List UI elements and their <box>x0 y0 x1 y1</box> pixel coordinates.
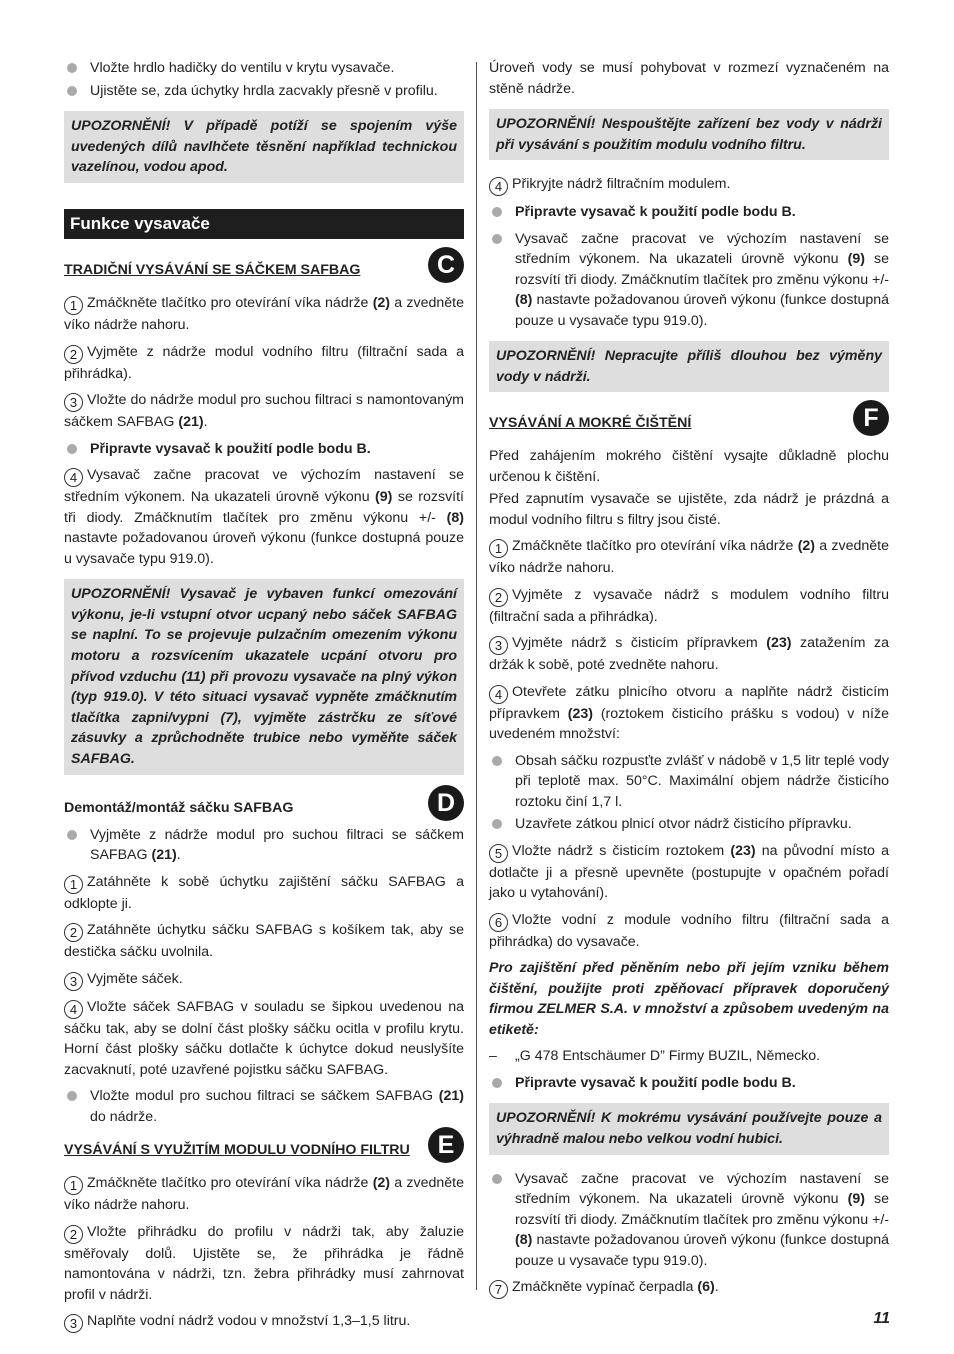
step-3: 3 Vyjměte sáček. <box>64 969 464 991</box>
paragraph: Před zapnutím vysavače se ujistěte, zda nádrž je prázdná a modul vodního filtru s filtry jsou čisté. <box>489 491 889 528</box>
step-2: 2 Zatáhněte úchytku sáčku SAFBAG s košíkem tak, aby se destička sáčku uvolnila. <box>64 922 464 961</box>
right-column <box>489 58 889 1305</box>
step-4: 4 Přikryjte nádrž filtračním modulem. <box>489 174 889 196</box>
step-1: 1 Zmáčkněte tlačítko pro otevírání víka nádrže (2) a zvedněte víko nádrže nahoru. <box>489 538 889 577</box>
subheading-c: TRADIČNÍ VYSÁVÁNÍ SE SÁČKEM SAFBAG C <box>64 259 464 281</box>
step-4: 4 Vložte sáček SAFBAG v souladu se šipkou uvedenou na sáčku tak, aby se dolní část plošky sáčku ocitla v profilu krytu. Horní část plošky sáčku dotlačte k úchytce dokud neuslyšíte zacvaknutí, poté uzavřené pojistku sáčku SAFBAG. <box>64 998 464 1078</box>
section-heading: Funkce vysavače <box>64 209 464 240</box>
step-3: 3 Vyjměte nádrž s čisticím přípravkem (23) zatažením za držák k sobě, poté zvedněte nahoru. <box>489 635 889 674</box>
subheading-f: VYSÁVÁNÍ A MOKRÉ ČIŠTĚNÍ F <box>489 412 889 434</box>
paragraph: Úroveň vody se musí pohybovat v rozmezí vyznačeném na stěně nádrže. <box>489 60 889 97</box>
list-item: Vysavač začne pracovat ve výchozím nastavení se středním výkonem. Na ukazateli úrovně výkonu (9) se rozsvítí tři diody. Zmáčknutím tlačítek pro změnu výkonu +/- (8) nastavte požadovanou úroveň výkonu (funkce dostupná pouze u vysavače typu 919.0). <box>489 1169 889 1272</box>
warning-box: UPOZORNĚNÍ! Nespouštějte zařízení bez vody v nádrži při vysávání s použitím modulu vodního filtru. <box>489 109 889 160</box>
list-item: Připravte vysavač k použití podle bodu B. <box>64 439 464 460</box>
step-6: 6 Vložte vodní z module vodního filtru (filtrační sada a přihrádka) do vysavače. <box>489 911 889 950</box>
step-1: 1 Zmáčkněte tlačítko pro otevírání víka nádrže (2) a zvedněte víko nádrže nahoru. <box>64 295 464 334</box>
paragraph: Před zahájením mokrého čištění vysajte důkladně plochu určenou k čištění. <box>489 448 889 485</box>
page-number: 11 <box>873 1310 890 1327</box>
list-item: – „G 478 Entschäumer D” Firmy BUZIL, Německo. <box>489 1046 889 1067</box>
step-1: 1 Zatáhněte k sobě úchytku zajištění sáčku SAFBAG a odklopte ji. <box>64 873 464 912</box>
list-item: Obsah sáčku rozpusťte zvlášť v nádobě v 1,5 litr teplé vody při teplotě max. 50°C. Maximální objem nádrže čisticího roztoku činí 1,7 l. <box>489 751 889 813</box>
step-4: 4 Vysavač začne pracovat ve výchozím nastavení se středním výkonem. Na ukazateli úrovně výkonu (9) se rozsvítí tři diody. Zmáčknutím tlačítek pro změnu výkonu +/- (8) nastavte požadovanou úroveň výkonu (funkce dostupná pouze u vysavače typu 919.0). <box>64 467 464 567</box>
warning-box: UPOZORNĚNÍ! Nepracujte příliš dlouhou bez výměny vody v nádrži. <box>489 341 889 392</box>
step-2: 2 Vyjměte z vysavače nádrž s modulem vodního filtru (filtrační sada a přihrádka). <box>489 586 889 625</box>
list-item: Uzavřete zátkou plnicí otvor nádrž čisticího přípravku. <box>489 814 889 835</box>
list-item: Ujistěte se, zda úchytky hrdla zacvakly přesně v profilu. <box>64 81 464 102</box>
step-3: 3 Vložte do nádrže modul pro suchou filtraci s namontovaným sáčkem SAFBAG (21). <box>64 392 464 431</box>
step-4: 4 Otevřete zátku plnicího otvoru a naplňte nádrž čisticím přípravkem (23) (roztokem čisticího prášku s vodou) v níže uvedeném množství: <box>489 683 889 743</box>
badge-c: C <box>428 247 464 283</box>
subheading-e: VYSÁVÁNÍ S VYUŽITÍM MODULU VODNÍHO FILTRU E <box>64 1139 464 1161</box>
warning-box: UPOZORNĚNÍ! Vysavač je vybaven funkcí omezování výkonu, je-li vstupní otvor ucpaný nebo sáček SAFBAG se naplní. To se projevuje pulzačním omezením výkonu motoru a rozsvícením ukazatele ucpání otvoru pro přívod vzduchu (11) při provozu vysavače na plný výkon (typ 919.0). V této situaci vysavač vypněte zmáčknutím tlačítka zapni/vypni (7), vyjměte zástrčku ze síťové zásuvky a zprůchodněte trubice nebo vyměňte sáček SAFBAG. <box>64 579 464 774</box>
step-5: 5 Vložte nádrž s čisticím roztokem (23) na původní místo a dotlačte ji a přesně upevněte (postupujte v opačném pořadí jako u vytahování). <box>489 842 889 902</box>
badge-d: D <box>428 785 464 821</box>
badge-e: E <box>428 1127 464 1163</box>
left-column <box>64 58 464 1339</box>
paragraph: Pro zajištění před pěněním nebo při jejím vzniku během čištění, použijte proti zpěňovací přípravek doporučený firmou ZELMER S.A. v množství a způsobem uvedeným na etiketě: <box>489 960 889 1038</box>
step-3: 3 Naplňte vodní nádrž vodou v množství 1,3–1,5 litru. <box>64 1311 464 1333</box>
list-item: Vysavač začne pracovat ve výchozím nastavení se středním výkonem. Na ukazateli úrovně výkonu (9) se rozsvítí tři diody. Zmáčknutím tlačítek pro změnu výkonu +/- (8) nastavte požadovanou úroveň výkonu (funkce dostupná pouze u vysavače typu 919.0). <box>489 229 889 332</box>
column-divider <box>476 62 477 1290</box>
list-item: Vložte hrdlo hadičky do ventilu v krytu vysavače. <box>64 58 464 79</box>
warning-box: UPOZORNĚNÍ! V případě potíží se spojením výše uvedených dílů navlhčete těsnění například technickou vazelínou, vodou apod. <box>64 111 464 183</box>
step-2: 2 Vyjměte z nádrže modul vodního filtru (filtrační sada a přihrádka). <box>64 343 464 382</box>
step-2: 2 Vložte přihrádku do profilu v nádrži tak, aby žaluzie směřovaly dolů. Ujistěte se, že přihrádka je řádně namontována v nádrži, tzn. žebra přihrádky musí zahrnovat profil v nádrži. <box>64 1223 464 1303</box>
warning-box: UPOZORNĚNÍ! K mokrému vysávání používejte pouze a výhradně malou nebo velkou vodní hubici. <box>489 1103 889 1154</box>
step-7: 7 Zmáčkněte vypínač čerpadla (6). <box>489 1277 889 1299</box>
list-item: Vyjměte z nádrže modul pro suchou filtraci se sáčkem SAFBAG (21). <box>64 825 464 866</box>
step-1: 1 Zmáčkněte tlačítko pro otevírání víka nádrže (2) a zvedněte víko nádrže nahoru. <box>64 1175 464 1214</box>
subheading-d: Demontáž/montáž sáčku SAFBAG D <box>64 797 464 819</box>
list-item: Vložte modul pro suchou filtraci se sáčkem SAFBAG (21) do nádrže. <box>64 1086 464 1127</box>
badge-f: F <box>853 400 889 436</box>
list-item: Připravte vysavač k použití podle bodu B. <box>489 202 889 223</box>
list-item: Připravte vysavač k použití podle bodu B. <box>489 1073 889 1094</box>
